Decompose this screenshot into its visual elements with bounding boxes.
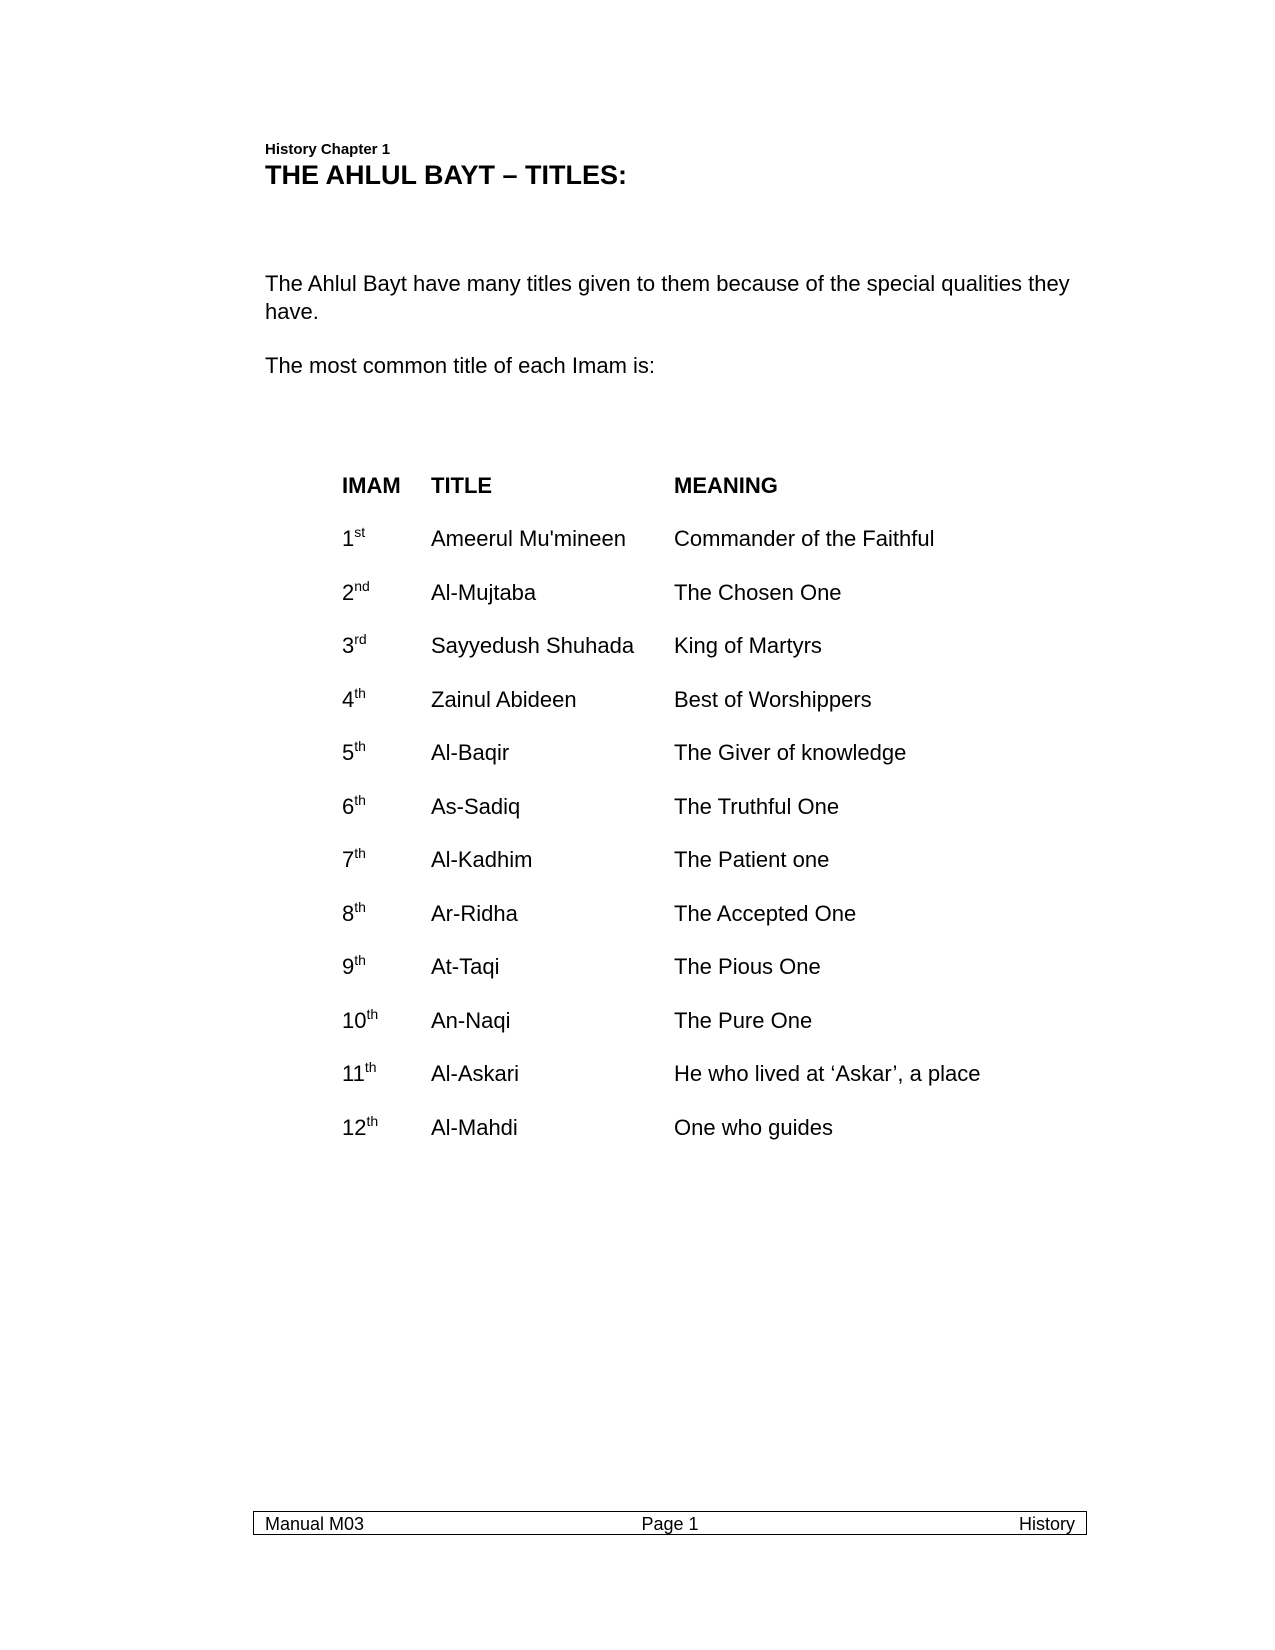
table-row [342, 633, 1034, 687]
imam-title: Al-Askari [431, 1061, 520, 1086]
imam-ordinal [342, 526, 431, 580]
imam-title-meaning: The Accepted One [674, 900, 857, 926]
imam-title: Al-Mahdi [431, 1114, 518, 1140]
ordinal-number: 9 [342, 954, 355, 979]
ordinal-number: 4 [342, 686, 355, 712]
imam-title-meaning: The Patient one [674, 847, 830, 872]
intro-paragraph: The Ahlul Bayt have many titles given to them because of the special qualities they have. [265, 271, 1070, 324]
ordinal-suffix: th [354, 952, 366, 968]
table-row [342, 954, 1034, 1008]
imam-title: Al-Kadhim [431, 847, 533, 872]
table-row [342, 847, 1034, 901]
imam-title-meaning: The Truthful One [674, 793, 840, 819]
ordinal-number: 8 [342, 900, 355, 926]
imam-title: Zainul Abideen [431, 686, 577, 712]
ordinal-suffix: st [354, 524, 366, 540]
ordinal-number: 3 [342, 633, 355, 658]
imam-ordinal [342, 954, 431, 1008]
imam-title: As-Sadiq [431, 793, 521, 819]
ordinal-number: 10 [342, 1007, 367, 1033]
table-row [342, 526, 1034, 580]
imam-ordinal [342, 1061, 431, 1115]
table-row [342, 740, 1034, 794]
chapter-label: History Chapter 1 [265, 141, 391, 158]
imam-title-meaning: The Chosen One [674, 579, 842, 605]
imam-ordinal [342, 633, 431, 687]
imam-title-meaning: The Pious One [674, 954, 821, 979]
intro-paragraph-2: The most common title of each Imam is: [265, 353, 656, 378]
ordinal-number: 7 [342, 847, 355, 872]
header-meaning: MEANING [674, 473, 778, 498]
page-title: THE AHLUL BAYT – TITLES: [265, 160, 628, 190]
ordinal-suffix: th [366, 1005, 379, 1022]
imam-title: At-Taqi [431, 954, 500, 979]
imam-title: Ameerul Mu'mineen [431, 526, 626, 551]
imam-title-meaning: Commander of the Faithful [674, 526, 935, 551]
ordinal-number: 5 [342, 740, 355, 765]
ordinal-number: 12 [342, 1114, 367, 1140]
ordinal-number: 11 [342, 1061, 365, 1086]
ordinal-number: 6 [342, 793, 355, 819]
ordinal-number: 2 [342, 579, 355, 605]
ordinal-suffix: th [354, 738, 366, 754]
imam-ordinal [342, 898, 431, 955]
table-row [342, 901, 1034, 955]
ordinal-suffix: th [354, 791, 366, 808]
imam-title: Al-Baqir [431, 740, 510, 765]
ordinal-suffix: th [364, 1059, 377, 1075]
ordinal-suffix: rd [354, 631, 367, 647]
imam-ordinal [342, 1005, 431, 1062]
imam-titles-table [342, 473, 1034, 1168]
ordinal-suffix: th [354, 684, 366, 701]
table-row [342, 1115, 1034, 1169]
imam-ordinal [342, 791, 431, 848]
table-body [342, 526, 1034, 1168]
table-row [342, 687, 1034, 741]
imam-ordinal [342, 577, 431, 634]
table-row [342, 580, 1034, 634]
ordinal-suffix: th [366, 1112, 379, 1129]
imam-title-meaning: Best of Worshippers [674, 686, 872, 712]
ordinal-suffix: nd [354, 577, 370, 594]
imam-title-meaning: One who guides [674, 1114, 833, 1140]
imam-title-meaning: The Pure One [674, 1007, 813, 1033]
imam-ordinal [342, 1112, 431, 1169]
table-header-row [342, 473, 1034, 526]
imam-title: Ar-Ridha [431, 900, 518, 926]
footer-page-number: Page 1 [641, 1514, 699, 1534]
table-row [342, 1008, 1034, 1062]
imam-ordinal [342, 847, 431, 901]
imam-title: Al-Mujtaba [431, 579, 537, 605]
ordinal-suffix: th [354, 845, 366, 861]
imam-title-meaning: King of Martyrs [674, 633, 822, 658]
header-title: TITLE [431, 473, 493, 498]
table-row [342, 1061, 1034, 1115]
imam-title: An-Naqi [431, 1007, 511, 1033]
imam-ordinal [342, 684, 431, 741]
imam-title-meaning: He who lived at ‘Askar’, a place [674, 1061, 981, 1086]
ordinal-suffix: th [354, 898, 366, 915]
imam-title: Sayyedush Shuhada [431, 633, 635, 658]
imam-title-meaning: The Giver of knowledge [674, 740, 907, 765]
header-imam: IMAM [342, 473, 401, 498]
table-row [342, 794, 1034, 848]
page-footer [253, 1511, 1087, 1535]
ordinal-number: 1 [342, 526, 355, 551]
footer-manual-label: Manual M03 [265, 1514, 365, 1534]
footer-subject-label: History [1018, 1514, 1075, 1534]
imam-ordinal [342, 740, 431, 794]
